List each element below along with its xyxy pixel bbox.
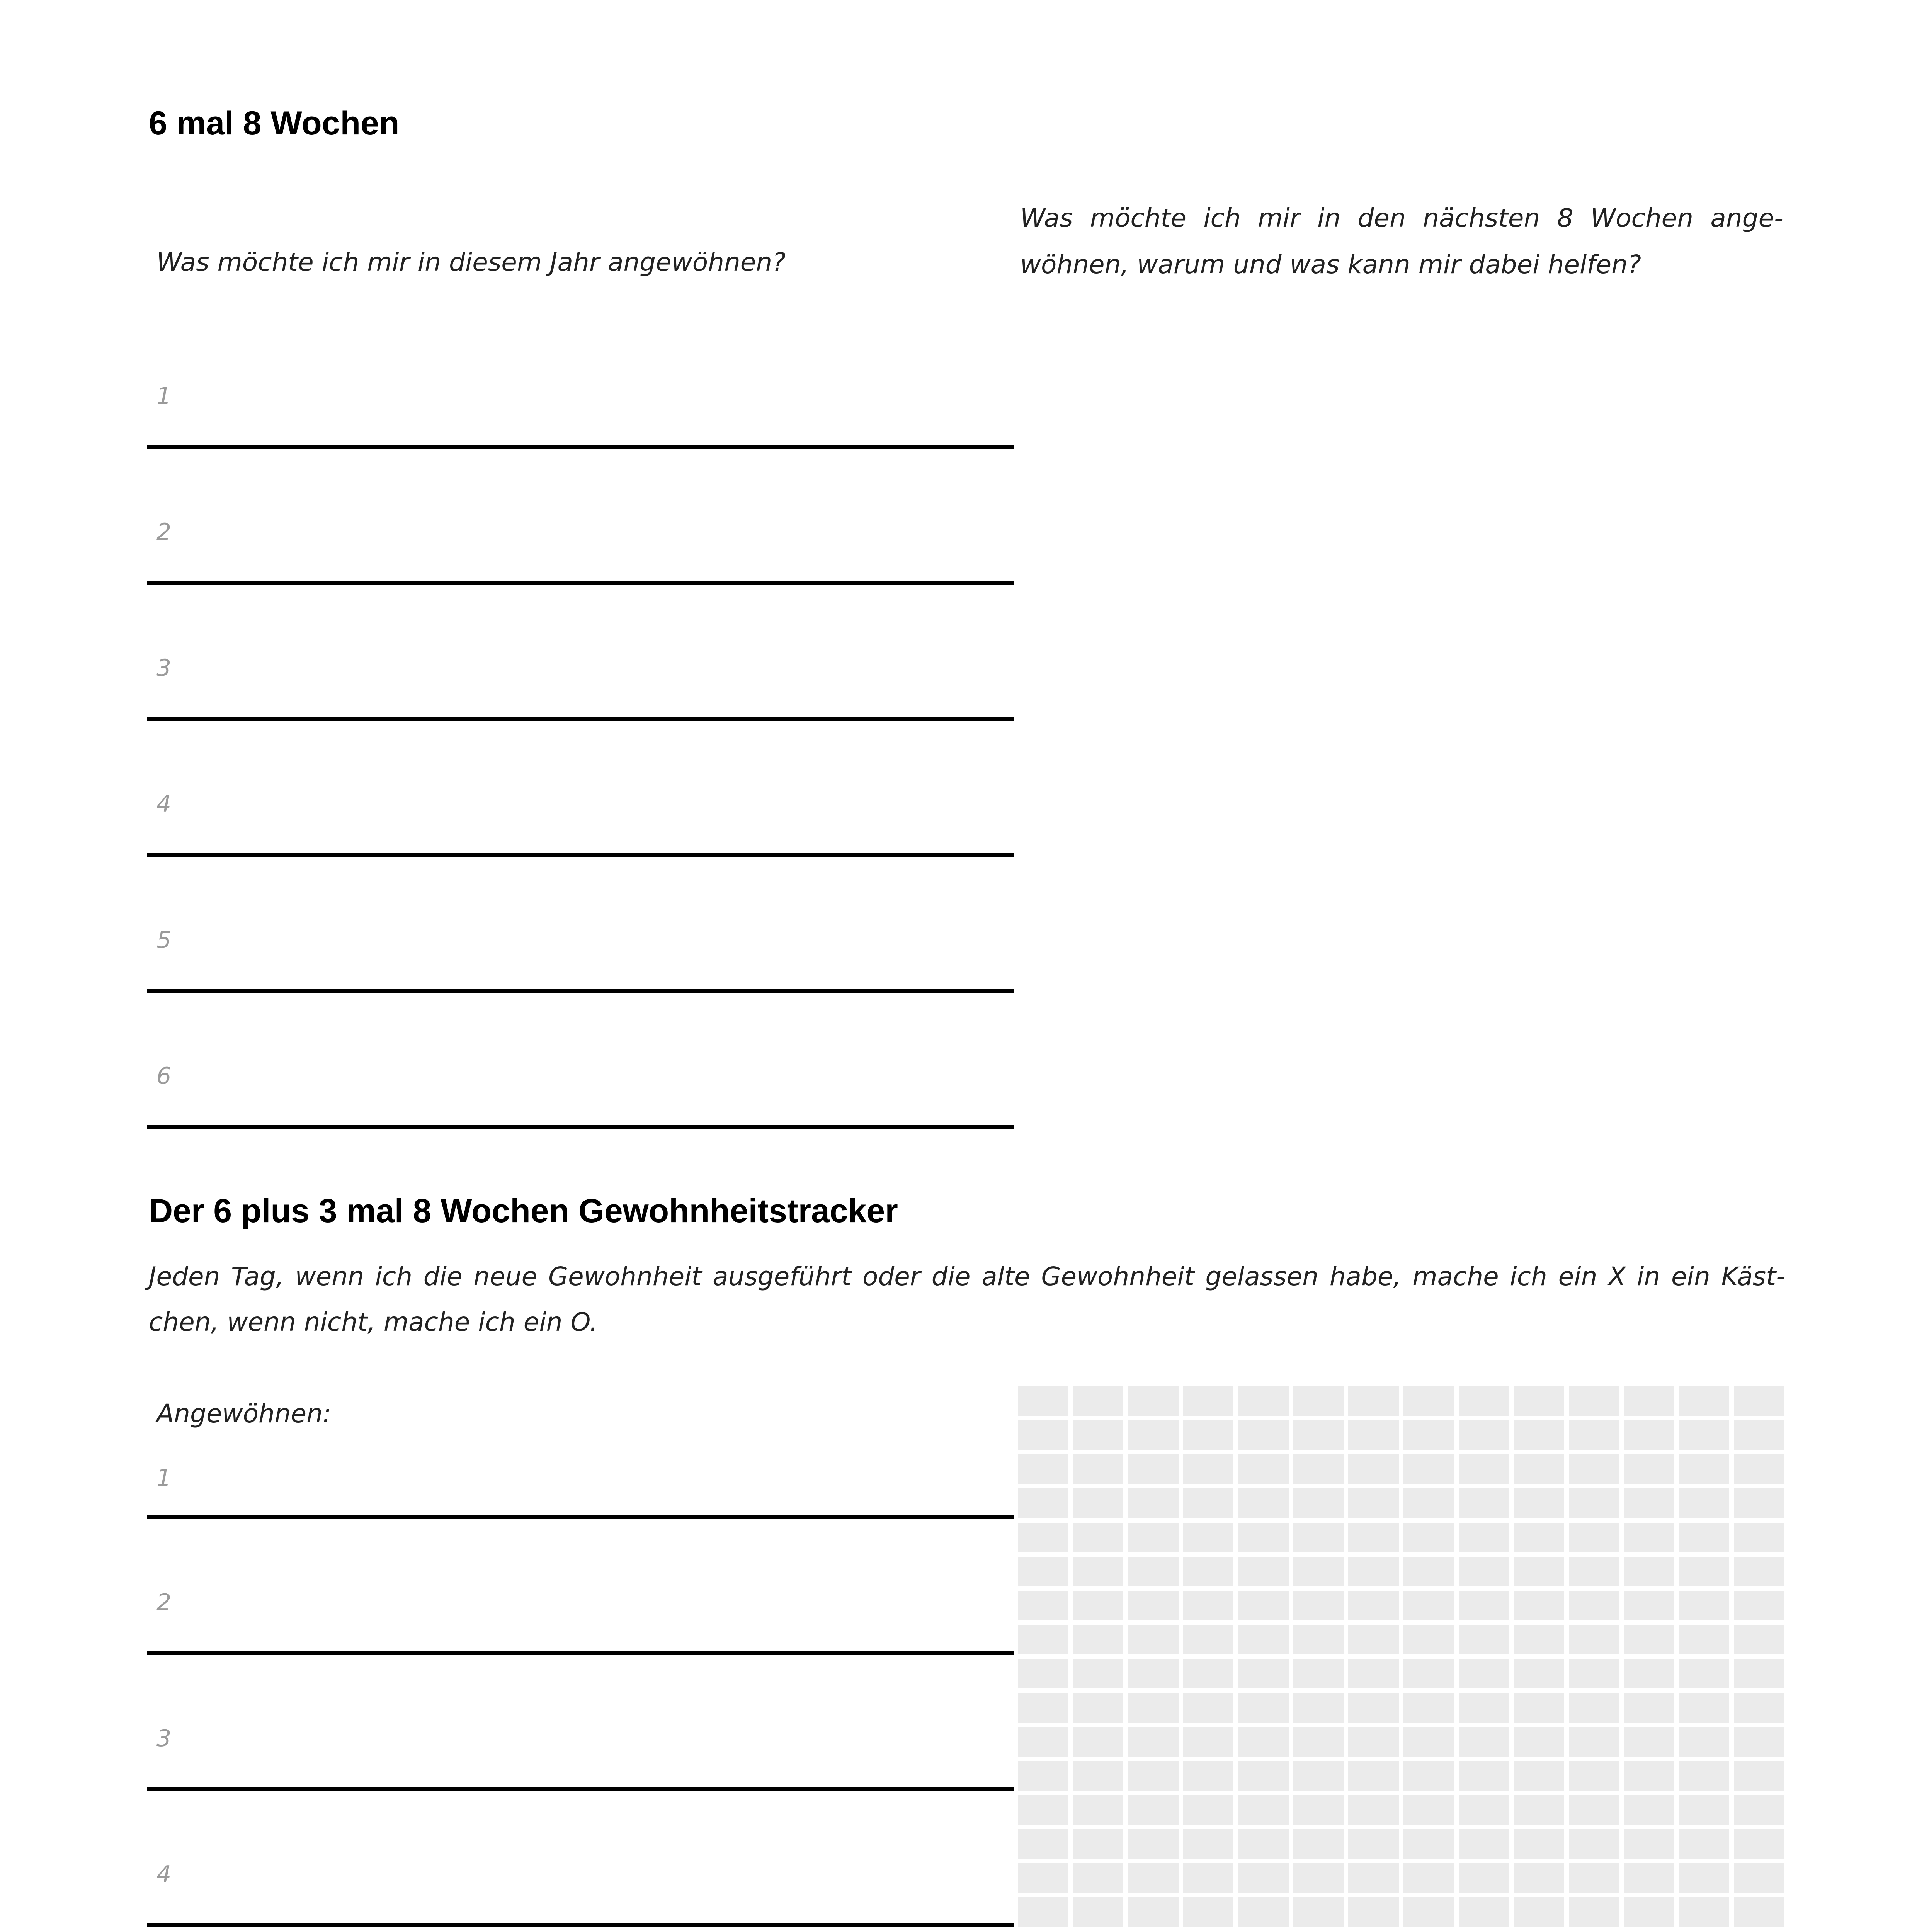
tracker-cell[interactable] (1679, 1659, 1730, 1688)
tracker-cell[interactable] (1734, 1454, 1784, 1484)
tracker-cell[interactable] (1293, 1386, 1344, 1416)
tracker-cell[interactable] (1128, 1386, 1179, 1416)
tracker-cell[interactable] (1238, 1829, 1289, 1859)
tracker-cell[interactable] (1128, 1488, 1179, 1518)
tracker-cell[interactable] (1403, 1420, 1454, 1450)
tracker-cell[interactable] (1514, 1420, 1564, 1450)
tracker-cell[interactable] (1514, 1659, 1564, 1688)
tracker-cell[interactable] (1293, 1863, 1344, 1893)
tracker-cell[interactable] (1348, 1523, 1399, 1552)
tracker-cell[interactable] (1734, 1829, 1784, 1859)
line-number: 2 (156, 1589, 172, 1616)
tracker-cell[interactable] (1514, 1761, 1564, 1791)
tracker-cell[interactable] (1018, 1693, 1068, 1722)
tracker-cell[interactable] (1293, 1591, 1344, 1620)
tracker-cell[interactable] (1403, 1727, 1454, 1757)
line-number: 2 (156, 519, 172, 546)
tracker-cell[interactable] (1679, 1591, 1730, 1620)
tracker-cell[interactable] (1073, 1625, 1124, 1654)
tracker-cell[interactable] (1128, 1795, 1179, 1825)
tracker-cell[interactable] (1679, 1795, 1730, 1825)
tracker-cell[interactable] (1679, 1761, 1730, 1791)
tracker-cell[interactable] (1569, 1591, 1619, 1620)
tracker-cell[interactable] (1403, 1625, 1454, 1654)
tracker-cell[interactable] (1569, 1523, 1619, 1552)
tracker-cell[interactable] (1459, 1761, 1509, 1791)
tracker-cell[interactable] (1128, 1727, 1179, 1757)
tracker-cell[interactable] (1293, 1897, 1344, 1927)
tracker-cell[interactable] (1734, 1795, 1784, 1825)
tracker-cell[interactable] (1569, 1386, 1619, 1416)
tracker-cell[interactable] (1624, 1863, 1674, 1893)
tracker-cell[interactable] (1679, 1727, 1730, 1757)
tracker-cell[interactable] (1293, 1420, 1344, 1450)
tracker-cell[interactable] (1403, 1523, 1454, 1552)
tracker-cell[interactable] (1183, 1795, 1234, 1825)
tracker-cell[interactable] (1018, 1454, 1068, 1484)
tracker-cell[interactable] (1238, 1795, 1289, 1825)
tracker-cell[interactable] (1569, 1863, 1619, 1893)
tracker-cell[interactable] (1624, 1795, 1674, 1825)
tracker-cell[interactable] (1514, 1693, 1564, 1722)
tracker-cell[interactable] (1734, 1625, 1784, 1654)
tracker-cell[interactable] (1238, 1761, 1289, 1791)
tracker-cell[interactable] (1734, 1727, 1784, 1757)
tracker-cell[interactable] (1018, 1523, 1068, 1552)
line-number: 5 (156, 927, 172, 954)
tracker-cell[interactable] (1293, 1625, 1344, 1654)
tracker-cell[interactable] (1403, 1829, 1454, 1859)
tracker-cell[interactable] (1459, 1727, 1509, 1757)
tracker-cell[interactable] (1514, 1454, 1564, 1484)
tracker-cell[interactable] (1624, 1829, 1674, 1859)
writing-line[interactable] (147, 1515, 1014, 1519)
tracker-cell[interactable] (1183, 1897, 1234, 1927)
tracker-cell[interactable] (1403, 1897, 1454, 1927)
tracker-cell[interactable] (1403, 1488, 1454, 1518)
tracker-cell[interactable] (1514, 1795, 1564, 1825)
tracker-cell[interactable] (1183, 1693, 1234, 1722)
tracker-cell[interactable] (1238, 1625, 1289, 1654)
tracker-cell[interactable] (1293, 1693, 1344, 1722)
tracker-cell[interactable] (1514, 1727, 1564, 1757)
tracker-cell[interactable] (1128, 1591, 1179, 1620)
line-number: 6 (156, 1063, 172, 1090)
tracker-cell[interactable] (1514, 1897, 1564, 1927)
tracker-cell[interactable] (1514, 1523, 1564, 1552)
tracker-cell[interactable] (1514, 1591, 1564, 1620)
tracker-cell[interactable] (1293, 1761, 1344, 1791)
tracker-cell[interactable] (1459, 1420, 1509, 1450)
tracker-cell[interactable] (1569, 1625, 1619, 1654)
tracker-cell[interactable] (1734, 1488, 1784, 1518)
tracker-cell[interactable] (1128, 1761, 1179, 1791)
tracker-cell[interactable] (1238, 1659, 1289, 1688)
tracker-cell[interactable] (1293, 1523, 1344, 1552)
tracker-cell[interactable] (1183, 1659, 1234, 1688)
tracker-cell[interactable] (1569, 1897, 1619, 1927)
tracker-cell[interactable] (1734, 1557, 1784, 1586)
tracker-cell[interactable] (1624, 1897, 1674, 1927)
tracker-cell[interactable] (1514, 1625, 1564, 1654)
tracker-cell[interactable] (1128, 1454, 1179, 1484)
tracker-cell[interactable] (1569, 1761, 1619, 1791)
tracker-title: Der 6 plus 3 mal 8 Wochen Gewohnheitstracker (149, 1192, 898, 1230)
tracker-cell[interactable] (1624, 1591, 1674, 1620)
tracker-cell[interactable] (1238, 1523, 1289, 1552)
tracker-cell[interactable] (1073, 1659, 1124, 1688)
tracker-cell[interactable] (1734, 1659, 1784, 1688)
tracker-cell[interactable] (1624, 1420, 1674, 1450)
tracker-cell[interactable] (1238, 1727, 1289, 1757)
tracker-cell[interactable] (1734, 1761, 1784, 1791)
tracker-cell[interactable] (1514, 1557, 1564, 1586)
tracker-cell[interactable] (1348, 1693, 1399, 1722)
tracker-cell[interactable] (1459, 1659, 1509, 1688)
tracker-cell[interactable] (1348, 1420, 1399, 1450)
tracker-cell[interactable] (1128, 1420, 1179, 1450)
writing-line[interactable] (147, 581, 1014, 585)
tracker-cell[interactable] (1238, 1488, 1289, 1518)
tracker-cell[interactable] (1459, 1386, 1509, 1416)
tracker-cell[interactable] (1569, 1693, 1619, 1722)
tracker-cell[interactable] (1183, 1829, 1234, 1859)
tracker-cell[interactable] (1679, 1829, 1730, 1859)
tracker-cell[interactable] (1183, 1727, 1234, 1757)
tracker-cell[interactable] (1734, 1863, 1784, 1893)
tracker-cell[interactable] (1018, 1386, 1068, 1416)
tracker-cell[interactable] (1348, 1625, 1399, 1654)
tracker-cell[interactable] (1624, 1386, 1674, 1416)
tracker-cell[interactable] (1514, 1386, 1564, 1416)
tracker-cell[interactable] (1238, 1557, 1289, 1586)
tracker-cell[interactable] (1403, 1795, 1454, 1825)
tracker-cell[interactable] (1348, 1863, 1399, 1893)
tracker-cell[interactable] (1293, 1557, 1344, 1586)
habit-tracker-grid (1018, 1386, 1784, 1932)
writing-line[interactable] (147, 1125, 1014, 1129)
tracker-cell[interactable] (1018, 1795, 1068, 1825)
tracker-cell[interactable] (1459, 1829, 1509, 1859)
tracker-cell[interactable] (1514, 1829, 1564, 1859)
line-number: 4 (156, 1861, 172, 1888)
tracker-cell[interactable] (1018, 1420, 1068, 1450)
tracker-cell[interactable] (1679, 1693, 1730, 1722)
tracker-cell[interactable] (1238, 1863, 1289, 1893)
tracker-cell[interactable] (1183, 1591, 1234, 1620)
tracker-cell[interactable] (1183, 1523, 1234, 1552)
tracker-cell[interactable] (1018, 1829, 1068, 1859)
tracker-cell[interactable] (1348, 1795, 1399, 1825)
tracker-cell[interactable] (1018, 1625, 1068, 1654)
tracker-cell[interactable] (1128, 1523, 1179, 1552)
tracker-cell[interactable] (1073, 1591, 1124, 1620)
tracker-cell[interactable] (1238, 1454, 1289, 1484)
tracker-cell[interactable] (1238, 1897, 1289, 1927)
line-number: 1 (156, 383, 172, 410)
page-title: 6 mal 8 Wochen (149, 105, 400, 142)
tracker-cell[interactable] (1403, 1659, 1454, 1688)
tracker-cell[interactable] (1679, 1454, 1730, 1484)
tracker-cell[interactable] (1348, 1386, 1399, 1416)
tracker-cell[interactable] (1183, 1488, 1234, 1518)
tracker-cell[interactable] (1018, 1897, 1068, 1927)
tracker-cell[interactable] (1348, 1761, 1399, 1791)
line-number: 3 (156, 1725, 172, 1752)
tracker-cell[interactable] (1514, 1863, 1564, 1893)
tracker-cell[interactable] (1293, 1659, 1344, 1688)
writing-line[interactable] (147, 1651, 1014, 1655)
tracker-cell[interactable] (1624, 1761, 1674, 1791)
tracker-cell[interactable] (1459, 1863, 1509, 1893)
tracker-cell[interactable] (1569, 1795, 1619, 1825)
tracker-cell[interactable] (1073, 1863, 1124, 1893)
tracker-cell[interactable] (1734, 1591, 1784, 1620)
tracker-cell[interactable] (1459, 1591, 1509, 1620)
tracker-cell[interactable] (1183, 1557, 1234, 1586)
tracker-cell[interactable] (1348, 1897, 1399, 1927)
tracker-cell[interactable] (1073, 1557, 1124, 1586)
tracker-cell[interactable] (1679, 1863, 1730, 1893)
tracker-cell[interactable] (1018, 1863, 1068, 1893)
tracker-cell[interactable] (1183, 1454, 1234, 1484)
tracker-cell[interactable] (1569, 1727, 1619, 1757)
tracker-cell[interactable] (1348, 1829, 1399, 1859)
tracker-cell[interactable] (1459, 1795, 1509, 1825)
tracker-cell[interactable] (1128, 1897, 1179, 1927)
tracker-cell[interactable] (1018, 1727, 1068, 1757)
tracker-cell[interactable] (1734, 1386, 1784, 1416)
tracker-cell[interactable] (1624, 1454, 1674, 1484)
tracker-cell[interactable] (1018, 1591, 1068, 1620)
tracker-cell[interactable] (1403, 1693, 1454, 1722)
tracker-cell[interactable] (1734, 1897, 1784, 1927)
tracker-cell[interactable] (1348, 1557, 1399, 1586)
tracker-cell[interactable] (1679, 1420, 1730, 1450)
tracker-cell[interactable] (1073, 1761, 1124, 1791)
writing-line[interactable] (147, 853, 1014, 857)
tracker-cell[interactable] (1238, 1693, 1289, 1722)
tracker-cell[interactable] (1183, 1625, 1234, 1654)
line-number: 1 (156, 1464, 172, 1492)
tracker-cell[interactable] (1624, 1523, 1674, 1552)
tracker-cell[interactable] (1569, 1659, 1619, 1688)
tracker-cell[interactable] (1073, 1829, 1124, 1859)
tracker-cell[interactable] (1403, 1454, 1454, 1484)
tracker-cell[interactable] (1679, 1625, 1730, 1654)
tracker-cell[interactable] (1348, 1727, 1399, 1757)
tracker-cell[interactable] (1293, 1488, 1344, 1518)
tracker-cell[interactable] (1734, 1693, 1784, 1722)
tracker-cell[interactable] (1348, 1454, 1399, 1484)
tracker-cell[interactable] (1073, 1386, 1124, 1416)
tracker-cell[interactable] (1459, 1625, 1509, 1654)
tracker-cell[interactable] (1514, 1488, 1564, 1518)
writing-line[interactable] (147, 1923, 1014, 1927)
tracker-cell[interactable] (1128, 1659, 1179, 1688)
tracker-cell[interactable] (1128, 1829, 1179, 1859)
tracker-cell[interactable] (1348, 1591, 1399, 1620)
tracker-cell[interactable] (1018, 1761, 1068, 1791)
tracker-cell[interactable] (1734, 1420, 1784, 1450)
tracker-cell[interactable] (1403, 1557, 1454, 1586)
tracker-cell[interactable] (1183, 1386, 1234, 1416)
tracker-cell[interactable] (1624, 1557, 1674, 1586)
tracker-cell[interactable] (1459, 1557, 1509, 1586)
tracker-cell[interactable] (1624, 1727, 1674, 1757)
tracker-cell[interactable] (1624, 1625, 1674, 1654)
tracker-cell[interactable] (1128, 1557, 1179, 1586)
tracker-cell[interactable] (1128, 1863, 1179, 1893)
tracker-cell[interactable] (1128, 1625, 1179, 1654)
tracker-cell[interactable] (1073, 1897, 1124, 1927)
tracker-cell[interactable] (1128, 1693, 1179, 1722)
tracker-cell[interactable] (1073, 1523, 1124, 1552)
tracker-cell[interactable] (1569, 1488, 1619, 1518)
tracker-cell[interactable] (1018, 1557, 1068, 1586)
tracker-cell[interactable] (1073, 1727, 1124, 1757)
tracker-cell[interactable] (1293, 1795, 1344, 1825)
tracker-cell[interactable] (1459, 1488, 1509, 1518)
tracker-cell[interactable] (1459, 1897, 1509, 1927)
tracker-cell[interactable] (1073, 1693, 1124, 1722)
tracker-cell[interactable] (1624, 1488, 1674, 1518)
tracker-cell[interactable] (1679, 1488, 1730, 1518)
tracker-cell[interactable] (1403, 1761, 1454, 1791)
writing-line[interactable] (147, 1787, 1014, 1791)
tracker-cell[interactable] (1624, 1659, 1674, 1688)
writing-line[interactable] (147, 717, 1014, 721)
tracker-cell[interactable] (1293, 1829, 1344, 1859)
tracker-cell[interactable] (1734, 1523, 1784, 1552)
tracker-cell[interactable] (1348, 1659, 1399, 1688)
tracker-cell[interactable] (1459, 1454, 1509, 1484)
tracker-cell[interactable] (1183, 1863, 1234, 1893)
tracker-cell[interactable] (1569, 1557, 1619, 1586)
line-number: 4 (156, 791, 172, 818)
tracker-cell[interactable] (1569, 1829, 1619, 1859)
tracker-cell[interactable] (1238, 1591, 1289, 1620)
tracker-cell[interactable] (1403, 1863, 1454, 1893)
tracker-cell[interactable] (1569, 1420, 1619, 1450)
tracker-cell[interactable] (1238, 1420, 1289, 1450)
tracker-cell[interactable] (1679, 1557, 1730, 1586)
tracker-cell[interactable] (1018, 1488, 1068, 1518)
tracker-cell[interactable] (1293, 1727, 1344, 1757)
tracker-cell[interactable] (1293, 1454, 1344, 1484)
year-habit-question: Was möchte ich mir in diesem Jahr angewöhnen? (156, 247, 786, 277)
tracker-cell[interactable] (1073, 1795, 1124, 1825)
tracker-cell[interactable] (1679, 1897, 1730, 1927)
tracker-cell[interactable] (1183, 1420, 1234, 1450)
tracker-cell[interactable] (1238, 1386, 1289, 1416)
tracker-cell[interactable] (1679, 1386, 1730, 1416)
tracker-cell[interactable] (1073, 1488, 1124, 1518)
writing-line[interactable] (147, 445, 1014, 449)
tracker-cell[interactable] (1459, 1693, 1509, 1722)
tracker-cell[interactable] (1569, 1454, 1619, 1484)
tracker-cell[interactable] (1403, 1591, 1454, 1620)
tracker-cell[interactable] (1459, 1523, 1509, 1552)
adopt-label: Angewöhnen: (156, 1399, 332, 1429)
tracker-cell[interactable] (1183, 1761, 1234, 1791)
tracker-cell[interactable] (1403, 1386, 1454, 1416)
tracker-cell[interactable] (1073, 1454, 1124, 1484)
tracker-cell[interactable] (1348, 1488, 1399, 1518)
eight-week-question: Was möchte ich mir in den nächsten 8 Wochen ange- wöhnen, warum und was kann mir dabei helfen? (1020, 203, 1783, 279)
tracker-cell[interactable] (1018, 1659, 1068, 1688)
line-number: 3 (156, 655, 172, 682)
tracker-instruction: Jeden Tag, wenn ich die neue Gewohnheit ausgeführt oder die alte Gewohnheit gelassen habe, mache ich ein X in ein Käst- chen, wenn nicht, mache ich ein O. (149, 1262, 1785, 1337)
writing-line[interactable] (147, 989, 1014, 993)
tracker-cell[interactable] (1624, 1693, 1674, 1722)
tracker-cell[interactable] (1073, 1420, 1124, 1450)
tracker-cell[interactable] (1679, 1523, 1730, 1552)
